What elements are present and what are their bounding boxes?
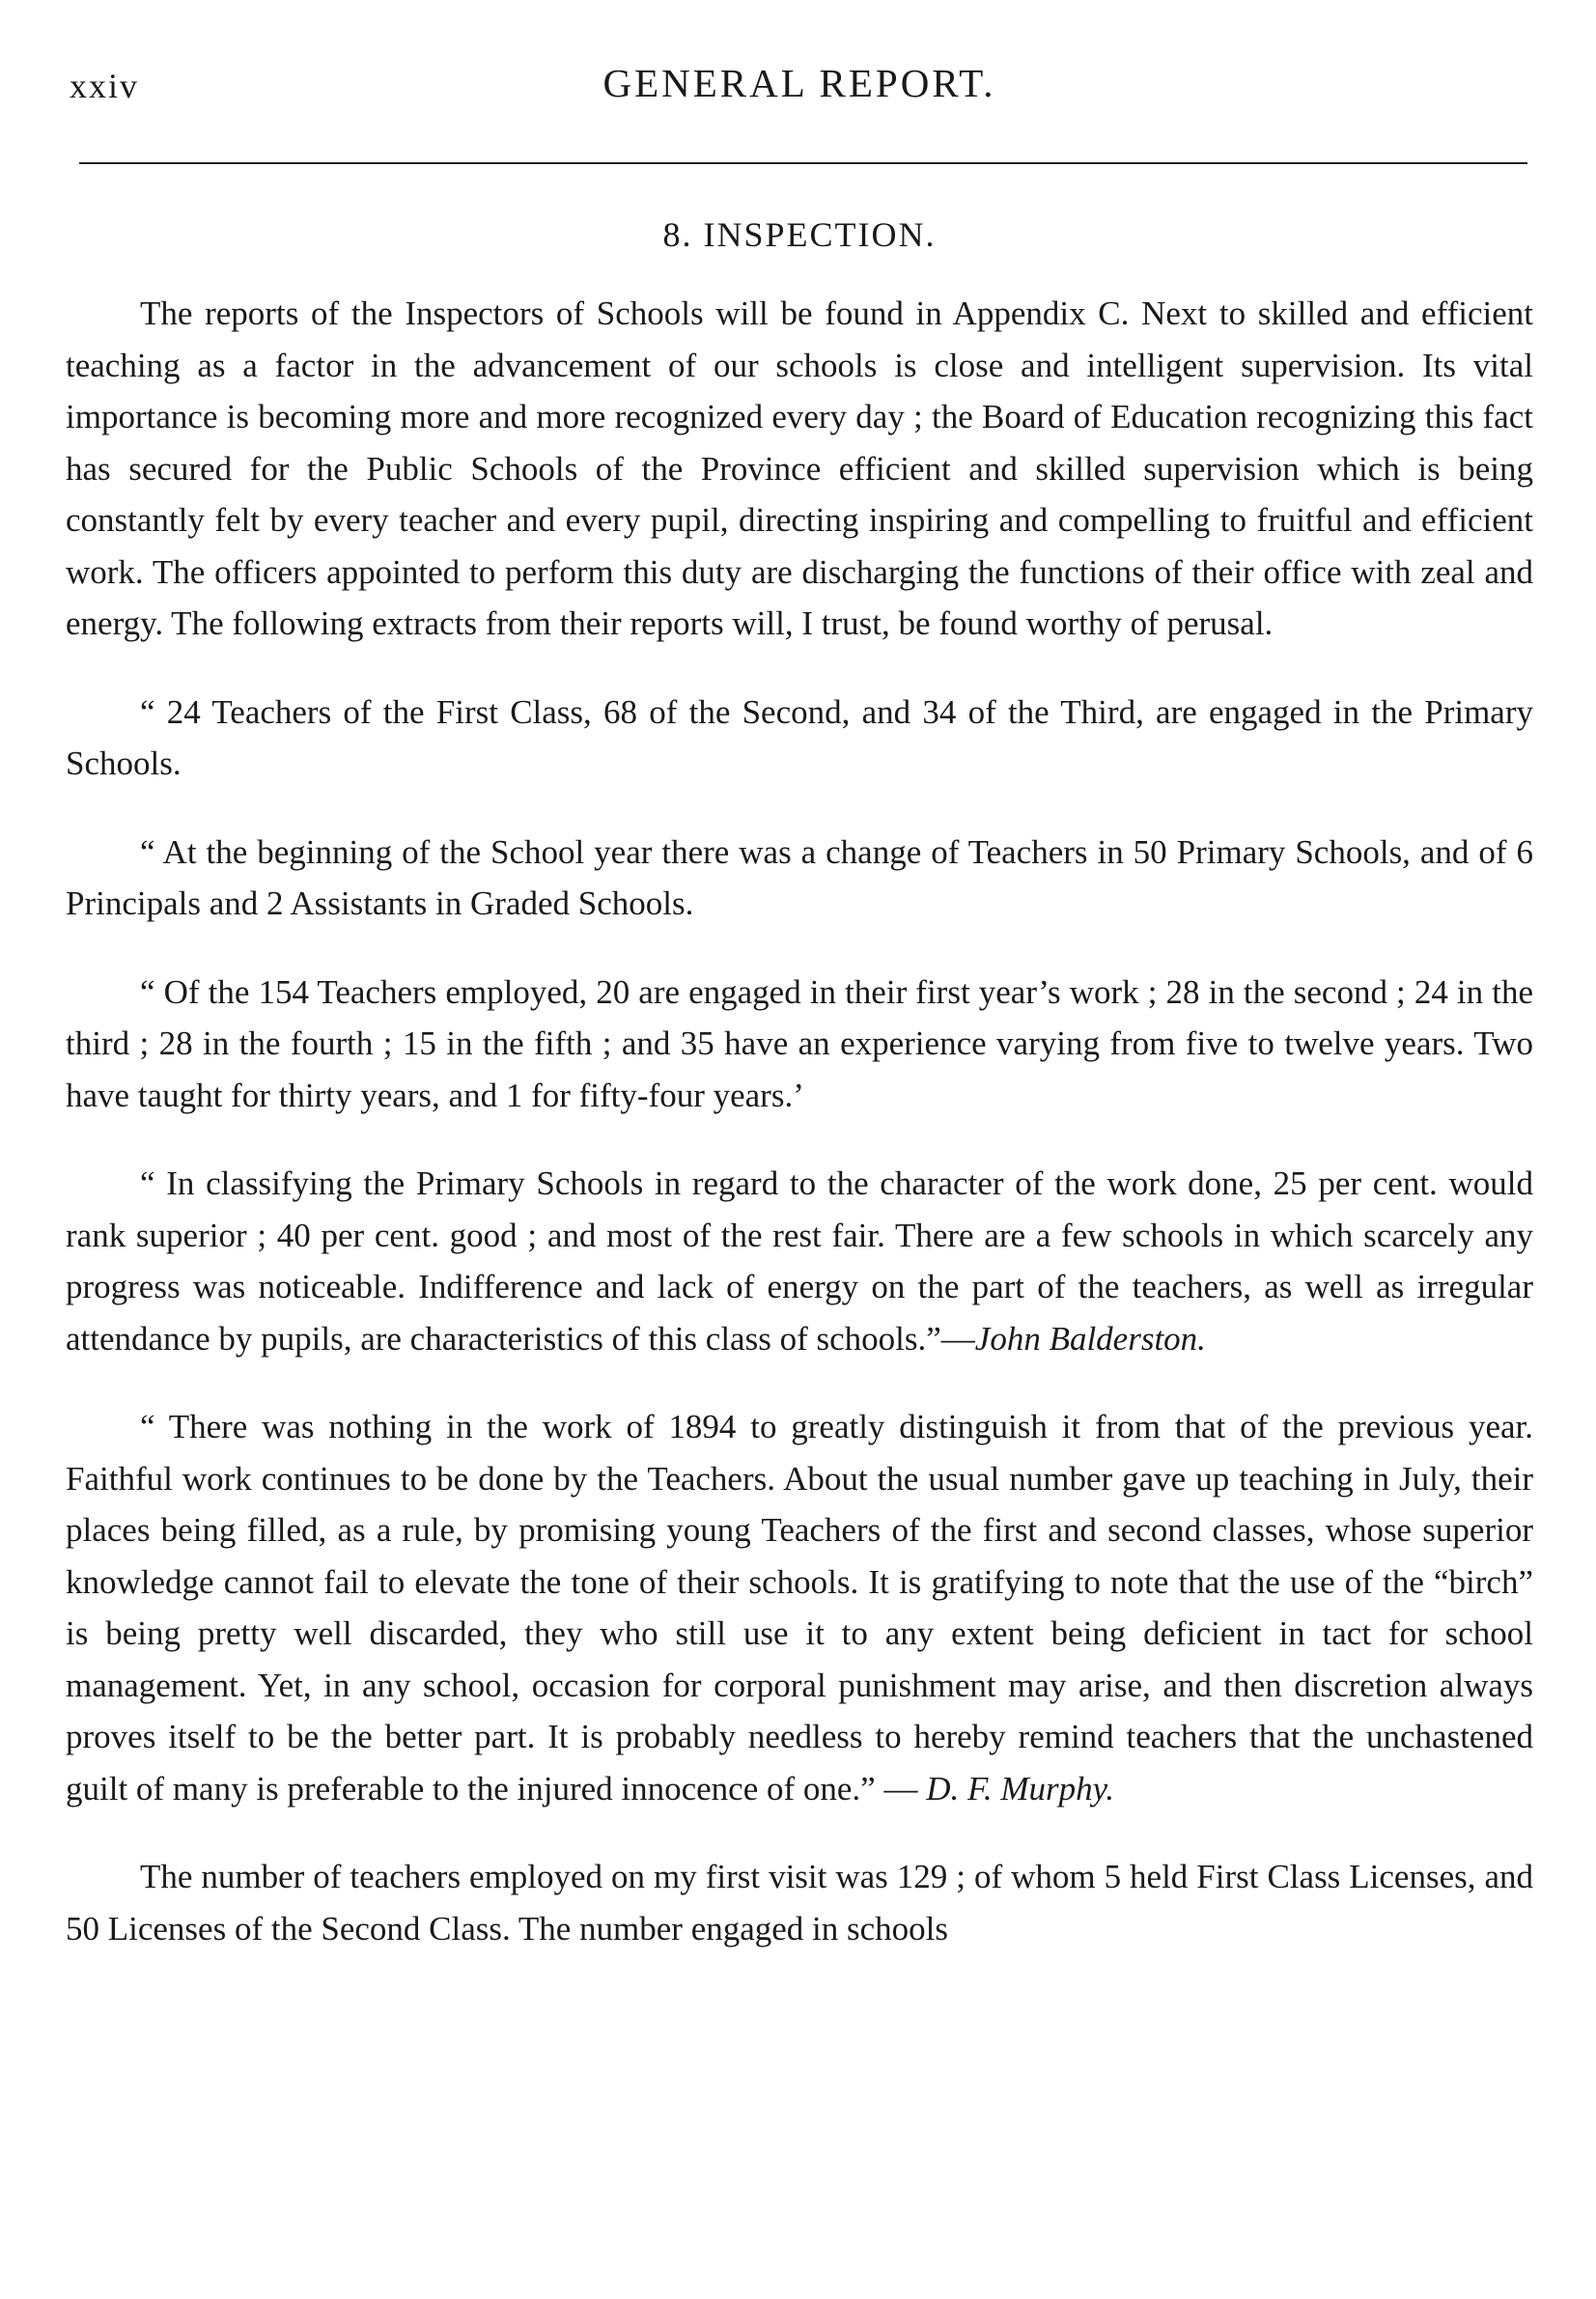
paragraph-text: “ In classifying the Primary Schools in regard to the character of the work done, 25 per cent. would rank superior ; 40 per cent. good ; and most of the rest fair. There are a few schools in which scarcely any progress was noticeable. Indifference and lack of energy on the part of the teachers, as well as irregular attendance by pupils, are characteristics of this class of schools.”— — [66, 1164, 1533, 1358]
paragraph — [66, 967, 1533, 1122]
paragraph — [66, 1851, 1533, 1954]
page-header — [66, 60, 1533, 118]
paragraph-text: The reports of the Inspectors of Schools will be found in Appendix C. Next to skilled and efficient teaching as a factor in the advancement of our schools is close and intelligent supervision. Its vital importance is becoming more and more recognized every day ; the Board of Education recognizing this fact has secured for the Public Schools of the Province efficient and skilled supervision which is being constantly felt by every teacher and every pupil, directing inspiring and compelling to fruitful and efficient work. The officers appointed to perform this duty are discharging the functions of their office with zeal and energy. The following extracts from their reports will, I trust, be found worthy of perusal. — [66, 294, 1533, 642]
paragraph-text: “ 24 Teachers of the First Class, 68 of the Second, and 34 of the Third, are engaged in the Primary Schools. — [66, 692, 1533, 782]
paragraph — [66, 827, 1533, 930]
paragraph — [66, 1158, 1533, 1364]
page-number: xxiv — [70, 67, 140, 105]
paragraph-text: The number of teachers employed on my first visit was 129 ; of whom 5 held First Class Licenses, and 50 Licenses of the Second Class. The number engaged in schools — [66, 1858, 1533, 1948]
paragraph-text: “ There was nothing in the work of 1894 to greatly distinguish it from that of the previous year. Faithful work continues to be done by the Teachers. About the usual number gave up teaching in July, their places being filled, as a rule, by promising young Teachers of the first and second classes, whose superior knowledge cannot fail to elevate the tone of their schools. It is gratifying to note that the use of the “birch” is being pretty well discarded, they who still use it to any extent being deficient in tact for school management. Yet, in any school, occasion for corporal punishment may arise, and then discretion always proves itself to be the better part. It is probably needless to hereby remind teachers that the unchastened guilt of many is preferable to the injured innocence of one.” — — [66, 1408, 1533, 1808]
paragraph — [66, 1401, 1533, 1814]
paragraph — [66, 687, 1533, 790]
running-title: GENERAL REPORT. — [602, 61, 996, 105]
signature: D. F. Murphy. — [926, 1769, 1114, 1808]
section-heading: 8. INSPECTION. — [662, 215, 937, 254]
signature: John Balderston. — [974, 1319, 1206, 1358]
paragraph-text: “ Of the 154 Teachers employed, 20 are engaged in their first year’s work ; 28 in the second ; 24 in the third ; 28 in the fourth ; 15 in the fifth ; and 35 have an experience varying from five to twelve years. Two have taught for thirty years, and 1 for fifty-four years.’ — [66, 972, 1533, 1114]
header-rule — [79, 162, 1527, 164]
paragraph — [66, 288, 1533, 650]
body-text — [66, 288, 1533, 1954]
paragraph-text: “ At the beginning of the School year there was a change of Teachers in 50 Primary Schools, and of 6 Principals and 2 Assistants in Graded Schools. — [66, 832, 1533, 922]
